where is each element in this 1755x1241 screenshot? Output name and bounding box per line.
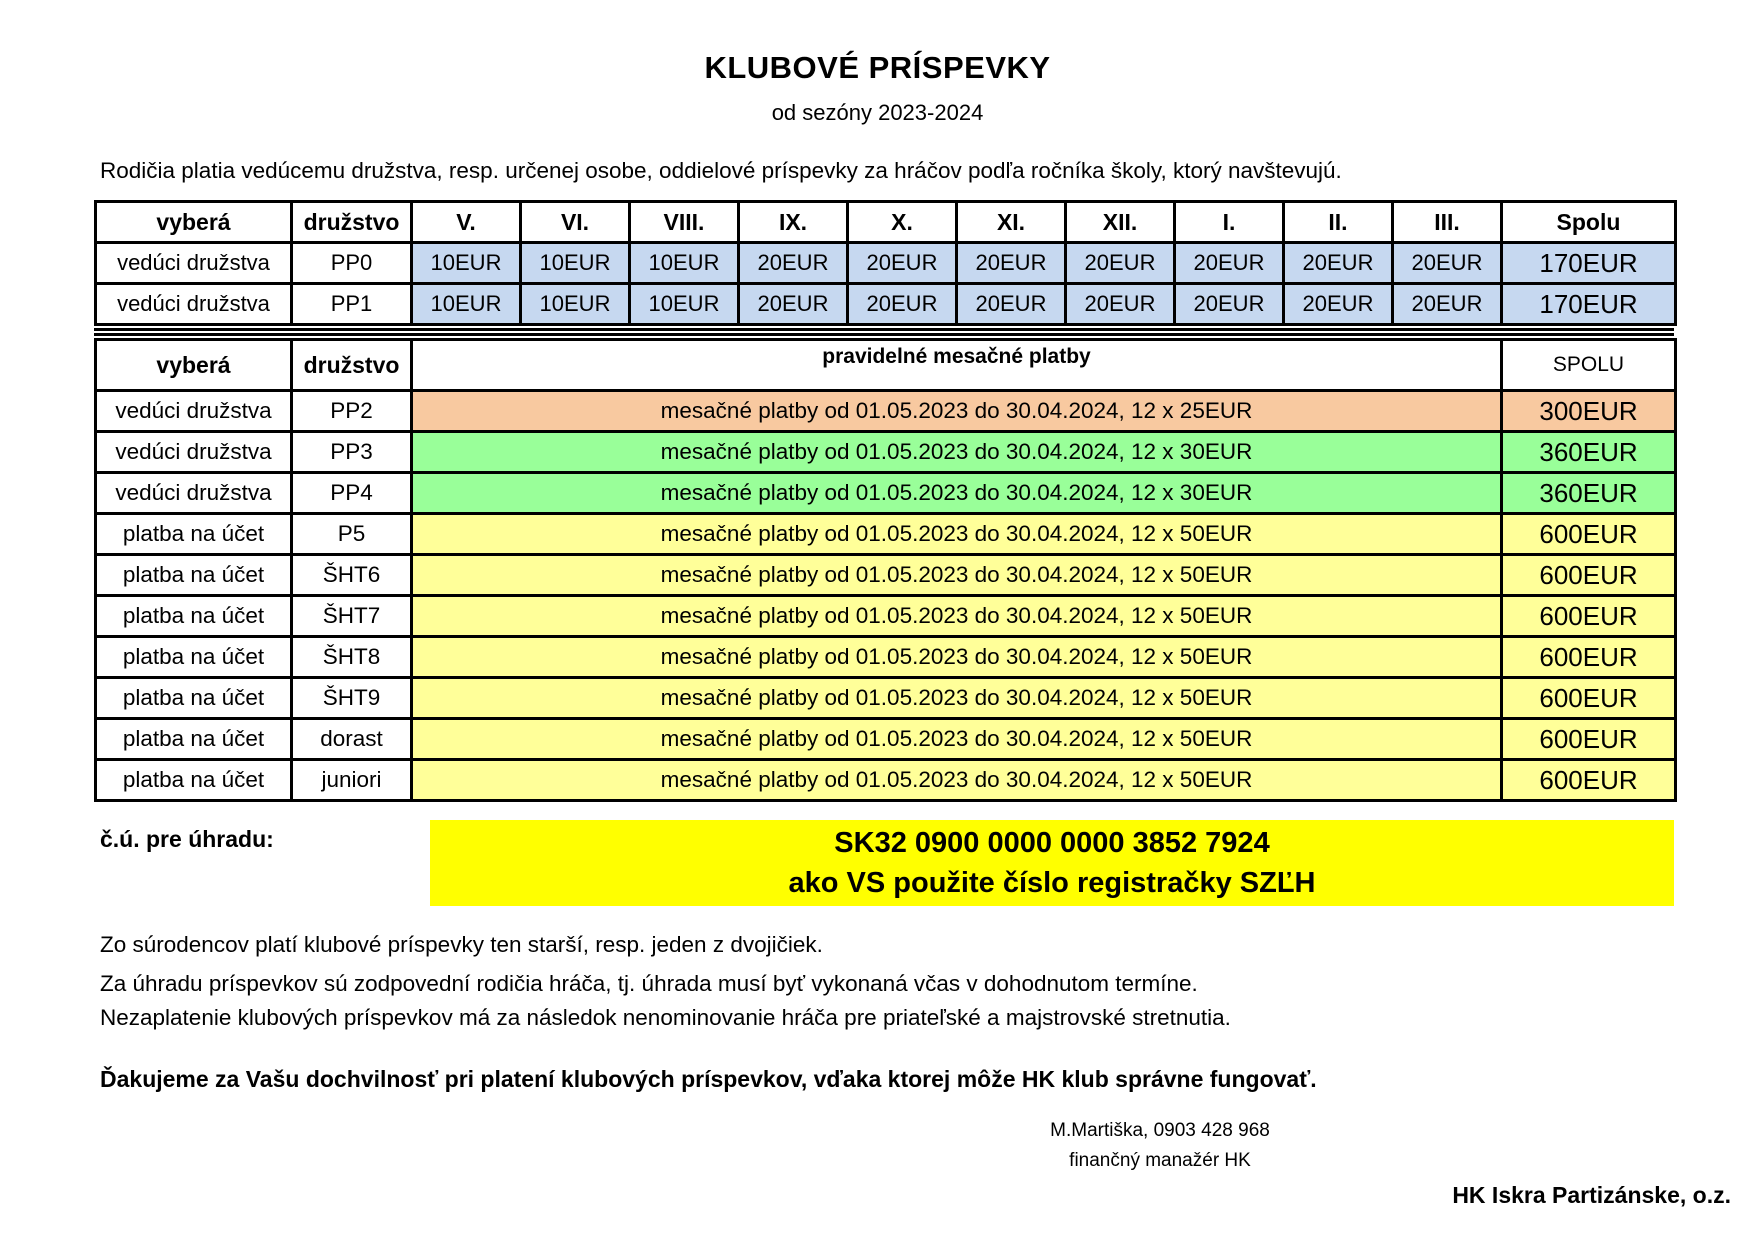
table-row xyxy=(96,760,1676,801)
collector-cell: platba na účet xyxy=(96,637,292,678)
account-vs-note: ako VS použite číslo registračky SZĽH xyxy=(788,867,1316,899)
payment-cell: 20EUR xyxy=(1066,243,1175,284)
collector-cell: platba na účet xyxy=(96,678,292,719)
total-cell: 600EUR xyxy=(1502,514,1676,555)
payment-cell: 20EUR xyxy=(1393,243,1502,284)
collector-cell: vedúci družstva xyxy=(96,391,292,432)
table-row xyxy=(96,719,1676,760)
payment-cell: 10EUR xyxy=(521,284,630,325)
header-month: XII. xyxy=(1066,202,1175,243)
payment-cell: 20EUR xyxy=(1393,284,1502,325)
team-cell: ŠHT8 xyxy=(292,637,412,678)
header-month: V. xyxy=(412,202,521,243)
payment-cell: 10EUR xyxy=(630,284,739,325)
account-box xyxy=(430,820,1674,906)
collector-cell: platba na účet xyxy=(96,514,292,555)
grade-fees-table xyxy=(94,200,1677,326)
header-collector: vyberá xyxy=(96,202,292,243)
payment-cell: 10EUR xyxy=(630,243,739,284)
team-cell: P5 xyxy=(292,514,412,555)
header-month: III. xyxy=(1393,202,1502,243)
total-cell: 600EUR xyxy=(1502,760,1676,801)
payment-cell: 20EUR xyxy=(739,284,848,325)
monthly-payment-cell: mesačné platby od 01.05.2023 do 30.04.2024, 12 x 25EUR xyxy=(412,391,1502,432)
team-cell: ŠHT9 xyxy=(292,678,412,719)
team-cell: dorast xyxy=(292,719,412,760)
note-siblings: Zo súrodencov platí klubové príspevky ten starší, resp. jeden z dvojičiek. xyxy=(100,932,823,957)
table-row xyxy=(96,555,1676,596)
collector-cell: platba na účet xyxy=(96,760,292,801)
payment-cell: 20EUR xyxy=(1066,284,1175,325)
payment-cell: 20EUR xyxy=(848,243,957,284)
header-total: Spolu xyxy=(1502,202,1676,243)
table-row xyxy=(96,637,1676,678)
monthly-payment-cell: mesačné platby od 01.05.2023 do 30.04.2024, 12 x 50EUR xyxy=(412,514,1502,555)
page-subtitle: od sezóny 2023-2024 xyxy=(771,100,984,125)
total-cell: 170EUR xyxy=(1502,243,1676,284)
total-cell: 360EUR xyxy=(1502,432,1676,473)
contact-name-phone: M.Martiška, 0903 428 968 xyxy=(1050,1120,1270,1141)
collector-cell: platba na účet xyxy=(96,596,292,637)
header-total: SPOLU xyxy=(1502,340,1676,391)
table-row xyxy=(96,596,1676,637)
team-cell: PP2 xyxy=(292,391,412,432)
payment-cell: 20EUR xyxy=(957,284,1066,325)
page-title: KLUBOVÉ PRÍSPEVKY xyxy=(704,50,1051,85)
table-row xyxy=(96,391,1676,432)
team-cell: PP4 xyxy=(292,473,412,514)
table-header-row xyxy=(96,202,1676,243)
total-cell: 600EUR xyxy=(1502,555,1676,596)
total-cell: 600EUR xyxy=(1502,678,1676,719)
collector-cell: vedúci družstva xyxy=(96,284,292,325)
total-cell: 600EUR xyxy=(1502,596,1676,637)
collector-cell: platba na účet xyxy=(96,555,292,596)
monthly-payment-cell: mesačné platby od 01.05.2023 do 30.04.2024, 12 x 50EUR xyxy=(412,719,1502,760)
payment-cell: 10EUR xyxy=(521,243,630,284)
table-row xyxy=(96,284,1676,325)
thanks-text: Ďakujeme za Vašu dochvilnosť pri platení klubových príspevkov, vďaka ktorej môže HK klub správne fungovať. xyxy=(100,1066,1317,1092)
header-month: IX. xyxy=(739,202,848,243)
table-row xyxy=(96,432,1676,473)
total-cell: 300EUR xyxy=(1502,391,1676,432)
table-row xyxy=(96,514,1676,555)
table-row xyxy=(96,678,1676,719)
monthly-fees-table xyxy=(94,338,1677,802)
team-cell: juniori xyxy=(292,760,412,801)
total-cell: 360EUR xyxy=(1502,473,1676,514)
header-team: družstvo xyxy=(292,340,412,391)
header-month: II. xyxy=(1284,202,1393,243)
header-monthly-payments: pravidelné mesačné platby xyxy=(412,340,1502,391)
total-cell: 600EUR xyxy=(1502,637,1676,678)
monthly-payment-cell: mesačné platby od 01.05.2023 do 30.04.2024, 12 x 50EUR xyxy=(412,760,1502,801)
payment-cell: 20EUR xyxy=(1284,243,1393,284)
collector-cell: vedúci družstva xyxy=(96,432,292,473)
team-cell: PP0 xyxy=(292,243,412,284)
header-month: XI. xyxy=(957,202,1066,243)
payment-cell: 20EUR xyxy=(1175,284,1284,325)
collector-cell: vedúci družstva xyxy=(96,243,292,284)
header-month: I. xyxy=(1175,202,1284,243)
monthly-payment-cell: mesačné platby od 01.05.2023 do 30.04.2024, 12 x 30EUR xyxy=(412,432,1502,473)
table-divider xyxy=(94,328,1674,336)
account-iban: SK32 0900 0000 0000 3852 7924 xyxy=(834,827,1270,859)
collector-cell: platba na účet xyxy=(96,719,292,760)
monthly-payment-cell: mesačné platby od 01.05.2023 do 30.04.2024, 12 x 50EUR xyxy=(412,637,1502,678)
header-collector: vyberá xyxy=(96,340,292,391)
intro-text: Rodičia platia vedúcemu družstva, resp. určenej osobe, oddielové príspevky za hráčov podľa ročníka školy, ktorý navštevujú. xyxy=(100,158,1342,183)
collector-cell: vedúci družstva xyxy=(96,473,292,514)
team-cell: ŠHT6 xyxy=(292,555,412,596)
team-cell: PP1 xyxy=(292,284,412,325)
payment-cell: 20EUR xyxy=(957,243,1066,284)
header-month: VIII. xyxy=(630,202,739,243)
header-team: družstvo xyxy=(292,202,412,243)
team-cell: PP3 xyxy=(292,432,412,473)
table-row xyxy=(96,473,1676,514)
header-month: VI. xyxy=(521,202,630,243)
payment-cell: 20EUR xyxy=(1284,284,1393,325)
monthly-payment-cell: mesačné platby od 01.05.2023 do 30.04.2024, 12 x 50EUR xyxy=(412,678,1502,719)
total-cell: 600EUR xyxy=(1502,719,1676,760)
note-nomination: Nezaplatenie klubových príspevkov má za následok nenominovanie hráča pre priateľské a majstrovské stretnutia. xyxy=(100,1005,1231,1030)
account-label: č.ú. pre úhradu: xyxy=(100,826,274,852)
contact-role: finančný manažér HK xyxy=(1069,1150,1251,1171)
team-cell: ŠHT7 xyxy=(292,596,412,637)
table-row xyxy=(96,243,1676,284)
payment-cell: 10EUR xyxy=(412,243,521,284)
header-month: X. xyxy=(848,202,957,243)
payment-cell: 10EUR xyxy=(412,284,521,325)
monthly-payment-cell: mesačné platby od 01.05.2023 do 30.04.2024, 12 x 50EUR xyxy=(412,555,1502,596)
table-header-row xyxy=(96,340,1676,391)
note-responsibility: Za úhradu príspevkov sú zodpovední rodičia hráča, tj. úhrada musí byť vykonaná včas v dohodnutom termíne. xyxy=(100,971,1198,996)
monthly-payment-cell: mesačné platby od 01.05.2023 do 30.04.2024, 12 x 50EUR xyxy=(412,596,1502,637)
monthly-payment-cell: mesačné platby od 01.05.2023 do 30.04.2024, 12 x 30EUR xyxy=(412,473,1502,514)
payment-cell: 20EUR xyxy=(848,284,957,325)
payment-cell: 20EUR xyxy=(1175,243,1284,284)
payment-cell: 20EUR xyxy=(739,243,848,284)
organization-name: HK Iskra Partizánske, o.z. xyxy=(1452,1182,1731,1208)
total-cell: 170EUR xyxy=(1502,284,1676,325)
